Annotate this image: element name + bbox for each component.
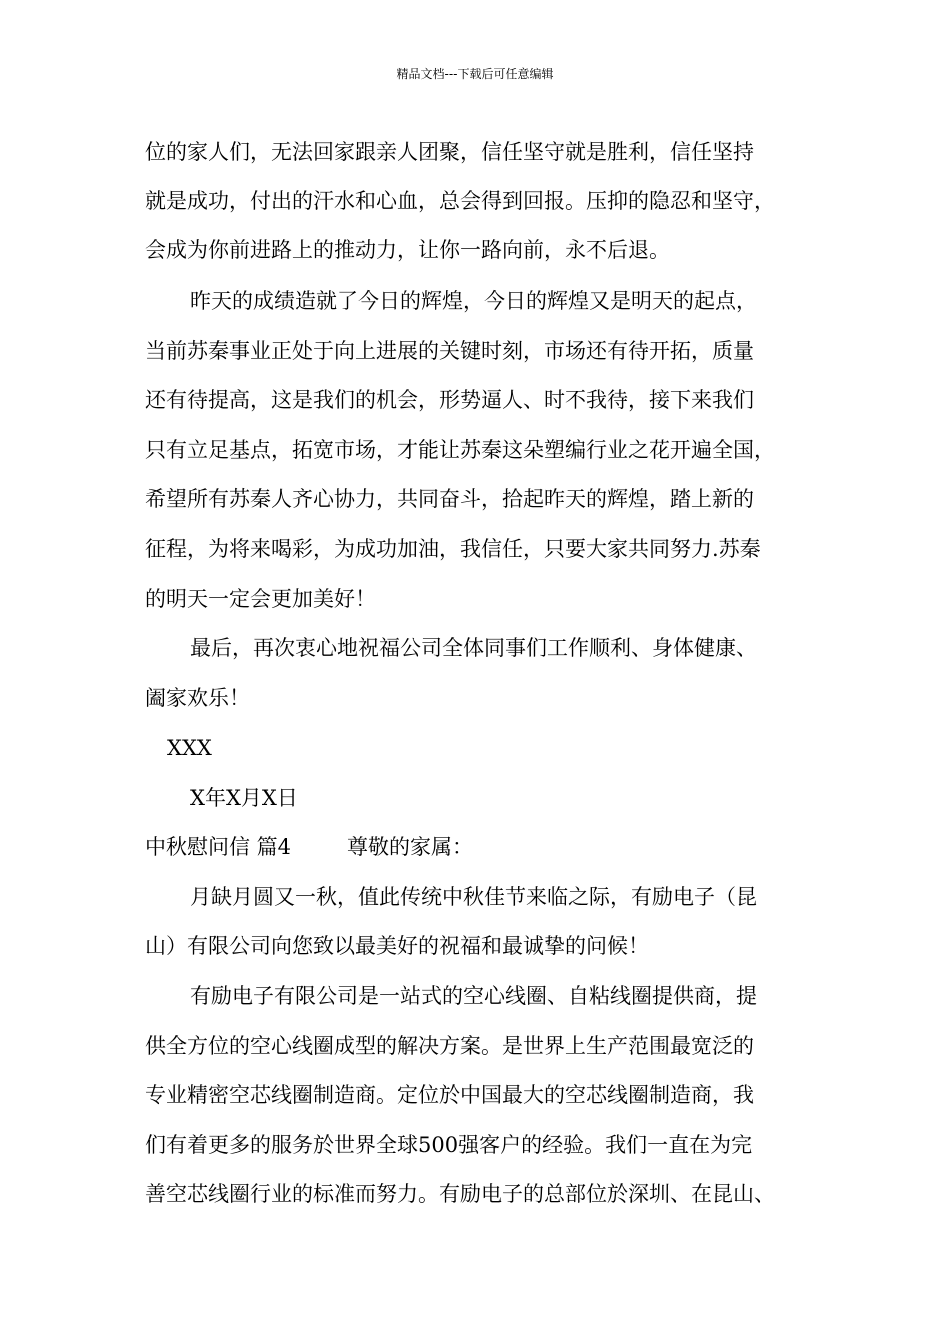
- body-line: 专业精密空芯线圈制造商。定位於中国最大的空芯线圈制造商，我: [145, 1083, 754, 1107]
- body-line: 位的家人们，无法回家跟亲人团聚，信任坚守就是胜利，信任坚持: [145, 140, 754, 164]
- body-line: 还有待提高，这是我们的机会，形势逼人、时不我待，接下来我们: [145, 388, 754, 412]
- paragraph-start-line: 最后，再次衷心地祝福公司全体同事们工作顺利、身体健康、: [190, 636, 757, 660]
- salutation: 尊敬的家属：: [347, 835, 474, 859]
- section-title: 中秋慰问信 篇4: [145, 835, 292, 859]
- signature-date: X年X月X日: [190, 786, 298, 810]
- paragraph-start-line: 月缺月圆又一秋，值此传统中秋佳节来临之际，有励电子（昆: [190, 885, 757, 909]
- body-line: 阖家欢乐！: [145, 686, 250, 710]
- body-line: 会成为你前进路上的推动力，让你一路向前，永不后退。: [145, 238, 670, 262]
- body-line: 征程，为将来喝彩，为成功加油，我信任，只要大家共同努力.苏秦: [145, 537, 761, 561]
- section-heading: [145, 834, 473, 860]
- body-line: 山）有限公司向您致以最美好的祝福和最诚挚的问候！: [145, 934, 649, 958]
- signature-name: XXX: [167, 736, 212, 760]
- body-line: 当前苏秦事业正处于向上进展的关键时刻，市场还有待开拓，质量: [145, 339, 754, 363]
- page-header: 精品文档---下载后可任意编辑: [396, 67, 554, 81]
- body-line: 供全方位的空心线圈成型的解决方案。是世界上生产范围最宽泛的: [145, 1034, 754, 1058]
- body-line: 希望所有苏秦人齐心协力，共同奋斗，拾起昨天的辉煌，踏上新的: [145, 487, 754, 511]
- body-line: 的明天一定会更加美好！: [145, 587, 376, 611]
- paragraph-start-line: 昨天的成绩造就了今日的辉煌，今日的辉煌又是明天的起点，: [190, 289, 757, 313]
- body-line: 就是成功，付出的汗水和心血，总会得到回报。压抑的隐忍和坚守，: [145, 189, 775, 213]
- body-line: 们有着更多的服务於世界全球500强客户的经验。我们一直在为完: [145, 1133, 753, 1157]
- body-line: 善空芯线圈行业的标准而努力。有励电子的总部位於深圳、在昆山、: [145, 1182, 775, 1206]
- body-line: 只有立足基点，拓宽市场，才能让苏秦这朵塑编行业之花开遍全国，: [145, 438, 775, 462]
- paragraph-start-line: 有励电子有限公司是一站式的空心线圈、自粘线圈提供商，提: [190, 984, 757, 1008]
